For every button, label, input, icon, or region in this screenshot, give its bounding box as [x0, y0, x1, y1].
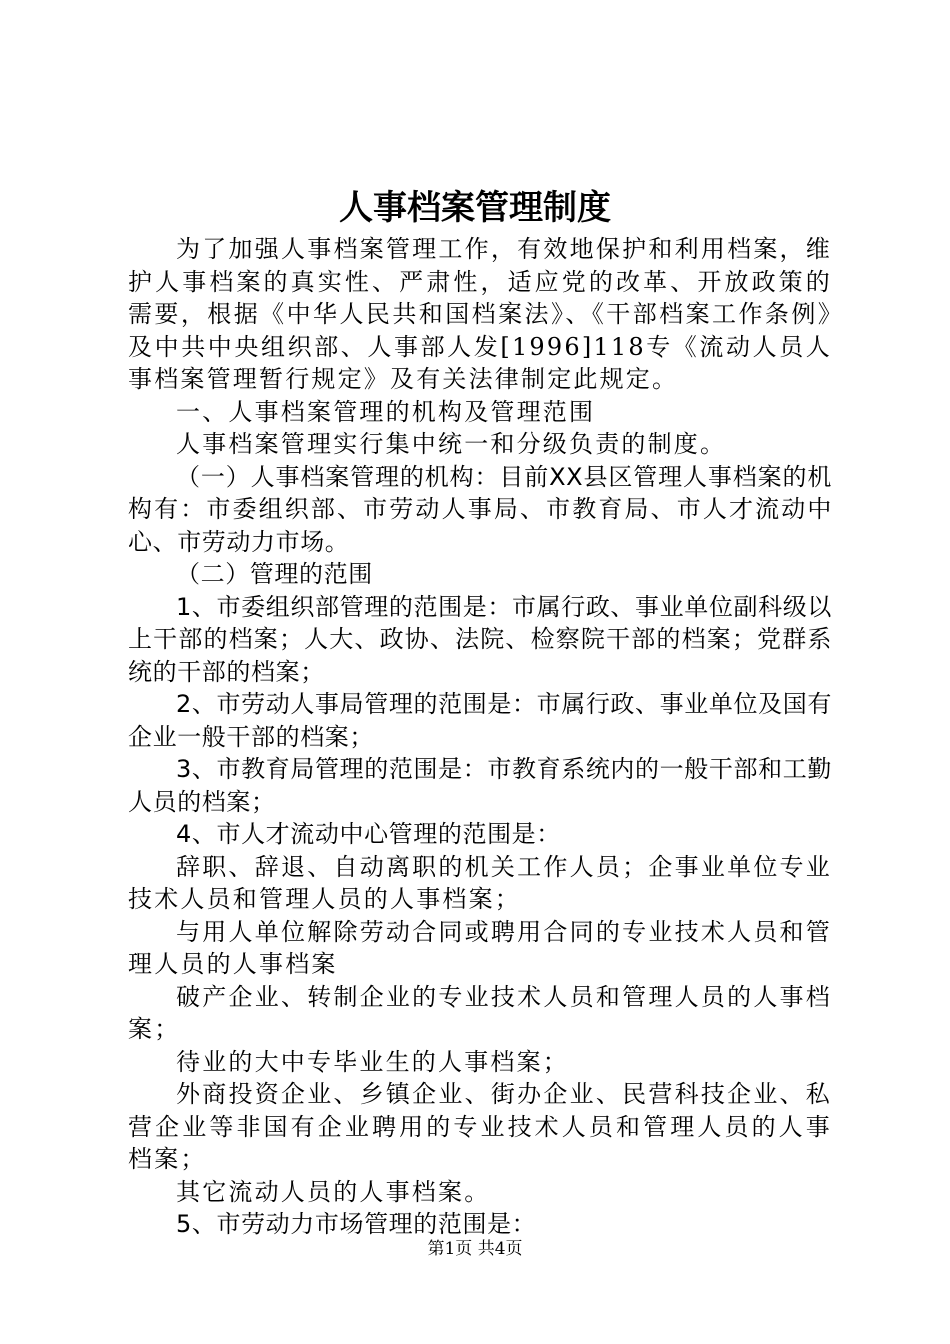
scope-item-4-detail: 其它流动人员的人事档案。: [176, 1177, 491, 1206]
scope-item-2: 2、市劳动人事局管理的范围是：市属行政、事业单位及国有企业一般干部的档案；: [128, 690, 832, 751]
document-body: [128, 233, 832, 1241]
scope-item-4-detail: 辞职、辞退、自动离职的机关工作人员；企事业单位专业技术人员和管理人员的人事档案；: [128, 852, 832, 913]
scope-item-4-detail: 待业的大中专毕业生的人事档案；: [176, 1047, 569, 1076]
scope-item-4: 4、市人才流动中心管理的范围是：: [176, 820, 561, 848]
section-heading-1: 一、人事档案管理的机构及管理范围: [176, 397, 596, 426]
page-number: 第1页 共4页: [427, 1239, 523, 1259]
body-paragraph: 人事档案管理实行集中统一和分级负责的制度。: [176, 430, 727, 458]
intro-paragraph: 为了加强人事档案管理工作，有效地保护和利用档案，维护人事档案的真实性、严肃性，适应党的改革、开放政策的需要，根据《中华人民共和国档案法》、《干部档案工作条例》及中共中央组织部、人事部人发[1996]118专《流动人员人事档案管理暂行规定》及有关法律制定此规定。: [128, 235, 832, 393]
scope-item-4-detail: 外商投资企业、乡镇企业、街办企业、民营科技企业、私营企业等非国有企业聘用的专业技术人员和管理人员的人事档案；: [128, 1080, 832, 1173]
document-title: 人事档案管理制度: [339, 188, 611, 228]
scope-item-3: 3、市教育局管理的范围是：市教育系统内的一般干部和工勤人员的档案；: [128, 755, 832, 816]
subsection-1-paragraph: （一）人事档案管理的机构：目前XX县区管理人事档案的机构有：市委组织部、市劳动人事局、市教育局、市人才流动中心、市劳动力市场。: [128, 462, 832, 556]
scope-item-1: 1、市委组织部管理的范围是：市属行政、事业单位副科级以上干部的档案；人大、政协、法院、检察院干部的档案；党群系统的干部的档案；: [128, 592, 832, 686]
scope-item-5: 5、市劳动力市场管理的范围是：: [176, 1210, 537, 1238]
scope-item-4-detail: 破产企业、转制企业的专业技术人员和管理人员的人事档案；: [128, 982, 832, 1043]
subsection-2-heading: （二）管理的范围: [176, 560, 373, 588]
scope-item-4-detail: 与用人单位解除劳动合同或聘用合同的专业技术人员和管理人员的人事档案: [128, 917, 832, 978]
